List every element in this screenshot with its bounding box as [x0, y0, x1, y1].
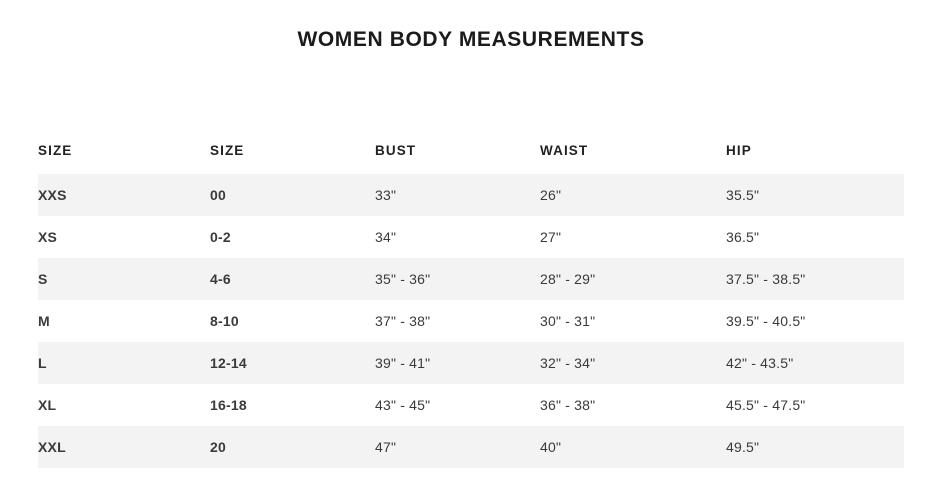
- size-chart-container: [38, 135, 904, 468]
- cell-size-letter: XXL: [38, 426, 210, 468]
- table-row: [38, 426, 904, 468]
- table-header-row: [38, 135, 904, 174]
- column-header-waist: WAIST: [540, 135, 726, 174]
- column-header-size-number: SIZE: [210, 135, 375, 174]
- table-row: [38, 384, 904, 426]
- cell-size-number: 8-10: [210, 300, 375, 342]
- cell-waist: 32" - 34": [540, 342, 726, 384]
- cell-size-letter: XS: [38, 216, 210, 258]
- cell-waist: 26": [540, 174, 726, 216]
- cell-waist: 28" - 29": [540, 258, 726, 300]
- cell-bust: 43" - 45": [375, 384, 540, 426]
- cell-size-letter: XL: [38, 384, 210, 426]
- cell-hip: 42" - 43.5": [726, 342, 904, 384]
- table-body: [38, 174, 904, 468]
- cell-hip: 37.5" - 38.5": [726, 258, 904, 300]
- cell-hip: 49.5": [726, 426, 904, 468]
- cell-size-number: 20: [210, 426, 375, 468]
- cell-size-number: 4-6: [210, 258, 375, 300]
- cell-waist: 30" - 31": [540, 300, 726, 342]
- cell-hip: 39.5" - 40.5": [726, 300, 904, 342]
- table-row: [38, 258, 904, 300]
- cell-size-number: 16-18: [210, 384, 375, 426]
- cell-bust: 34": [375, 216, 540, 258]
- cell-waist: 27": [540, 216, 726, 258]
- cell-hip: 35.5": [726, 174, 904, 216]
- size-chart-table: [38, 135, 904, 468]
- page-title: WOMEN BODY MEASUREMENTS: [297, 28, 645, 51]
- column-header-hip: HIP: [726, 135, 904, 174]
- cell-size-letter: S: [38, 258, 210, 300]
- table-row: [38, 342, 904, 384]
- cell-size-letter: L: [38, 342, 210, 384]
- table-row: [38, 300, 904, 342]
- cell-size-number: 00: [210, 174, 375, 216]
- cell-size-number: 12-14: [210, 342, 375, 384]
- table-header: [38, 135, 904, 174]
- column-header-bust: BUST: [375, 135, 540, 174]
- cell-hip: 45.5" - 47.5": [726, 384, 904, 426]
- column-header-size-letter: SIZE: [38, 135, 210, 174]
- cell-size-number: 0-2: [210, 216, 375, 258]
- cell-size-letter: M: [38, 300, 210, 342]
- cell-hip: 36.5": [726, 216, 904, 258]
- cell-bust: 37" - 38": [375, 300, 540, 342]
- table-row: [38, 216, 904, 258]
- cell-bust: 35" - 36": [375, 258, 540, 300]
- cell-waist: 40": [540, 426, 726, 468]
- cell-bust: 33": [375, 174, 540, 216]
- cell-bust: 39" - 41": [375, 342, 540, 384]
- table-row: [38, 174, 904, 216]
- cell-waist: 36" - 38": [540, 384, 726, 426]
- cell-bust: 47": [375, 426, 540, 468]
- cell-size-letter: XXS: [38, 174, 210, 216]
